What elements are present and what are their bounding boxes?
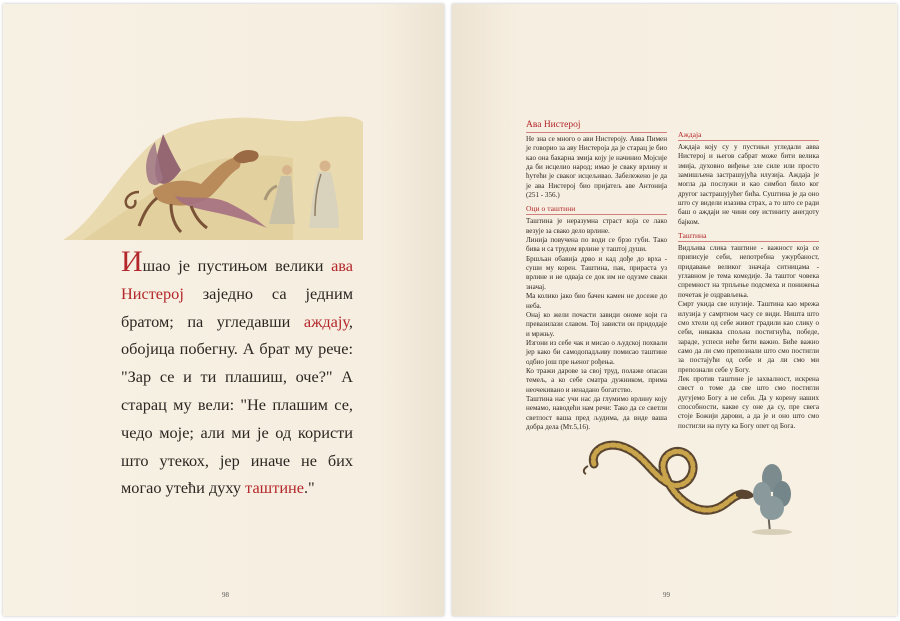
paragraph: Ко тражи дарове за свој труд, полаже опасан темељ, а ко себе сматра дужником, прима неочекивано и ненадано богатство. [526, 366, 667, 394]
story-segment: заједно са једним братом; па угледавши [121, 283, 353, 331]
story-segment: , обојица побегну. А брат му рече: "Зар се и ти плашиш, оче?" А старац му вели: "Не плашим се, чедо моје; али ми је од користи што утекох, јер иначе не бих могао утећи духу [121, 311, 353, 498]
paragraph: Смрт укида све илузије. Таштина као мрежа илузија у самртном часу се види. Ништа што смо хтели од себе живот градили као слику о себи, никаква спољна постигнућа, победе, зараде, успеси неће бити важно. Биће важно само да ли смо препознали што смо постигли за постајући од себе и да ли смо ми препознали себе у Богу. [678, 300, 819, 374]
serpent-and-shrub-illustration [580, 432, 800, 542]
page-number: 98 [222, 591, 229, 599]
shrub-figure [752, 464, 792, 535]
section-rule [526, 132, 667, 133]
story-text [121, 245, 353, 502]
paragraph: Таштина нас учи нас да глумимо врлину коју немамо, наводећи нам речи: Тако да се светли светлост ваша пред људима, да виде ваша добра дела (Мт.5,16). [526, 394, 667, 431]
paragraph: Онај ко жели почасти завиди ономе који га превазилази славом. Тој зависти он придодаје и мржњу. [526, 310, 667, 338]
paragraph: Изгони из себе чак и мисао о људској похвали јер како би самодопадљиву помисао таштине одбио још пре њеног рођења. [526, 338, 667, 366]
highlight-tashtina: таштине [245, 478, 304, 498]
section-title: Ава Нистерој [526, 120, 581, 130]
right-page [452, 4, 897, 616]
highlight-azhdaja: аждају [303, 311, 349, 331]
section-subtitle: Таштина [678, 231, 707, 241]
serpent-figure [584, 445, 754, 510]
story-segment: ." [303, 478, 315, 498]
text-column-1 [526, 120, 667, 432]
drop-cap: И [121, 245, 143, 278]
paragraph: Не зна се много о ави Нистероју. Авва Пимен је говорио за аву Нистероја да је старац је био као она бакарна змија коју је начинио Мојсије да би исцелио народ; имао је сваку врлину и ћутећи је свакoг исцељивао. Забележено је да је ава Нистерој био пријатељ аве Антонија (251 - 356.) [526, 135, 667, 200]
section-rule [678, 241, 819, 242]
paragraph: Ма колико јако био бачен камен не досеже до неба. [526, 292, 667, 310]
text-column-2 [678, 120, 819, 431]
left-page [3, 4, 444, 616]
section-rule [526, 214, 667, 215]
paragraph: Видљива слика таштине - важност која се приписује себи, непотребна ужурбаност, придавање великог значаја ситницама - углавном је тема комедије. За таштог човека спремност на трпљење подсмеха и понижења почетак је оздрављења. [678, 244, 819, 299]
section-rule [678, 140, 819, 141]
paragraph: Бршљан обавија дрво и кад дође до врха - суши му корен. Таштина, пак, прираста уз врлине и не одваја се док им не одузме сваки значај. [526, 254, 667, 291]
paragraph: Линија повучена по води се брзо губи. Тако бива и са трудом врлине у таштој души. [526, 236, 667, 254]
paragraph: Таштина је неразумна страст која се лако везује за свако дело врлине. [526, 217, 667, 235]
highlight-ava-nisteroj: ава Нистерој [121, 256, 353, 303]
story-segment: шао је пустињом велики [142, 256, 332, 275]
page-number: 99 [663, 591, 670, 599]
section-subtitle: Аждаја [678, 130, 702, 139]
paragraph: Аждаја коју су у пустињи угледали авва Нистерој и његов сабрат може бити велика змија, духовно виђење зле силе или просто замишљена застрашујућа илузија. Аждаја је могла да послужи и као симбол било ког другог застрашујућег бића. Суштина је да оно што су видели изазива страх, а то што се ради баш о аждаји не чини ову истиниту анегдоту бајком. [678, 143, 819, 226]
paragraph: Лек против таштине је захвалност, искрена свест о томе да све што смо постигли дугујемо Богу а не себи. Да у корену наших способности, какве су оне да су, пре свега стоје Божији дарови, а да је и оно што смо постигли на путу ка Богу опет од Бога. [678, 374, 819, 430]
section-subtitle: Оци о таштини [526, 204, 576, 214]
dragon-and-monks-illustration [63, 112, 373, 242]
